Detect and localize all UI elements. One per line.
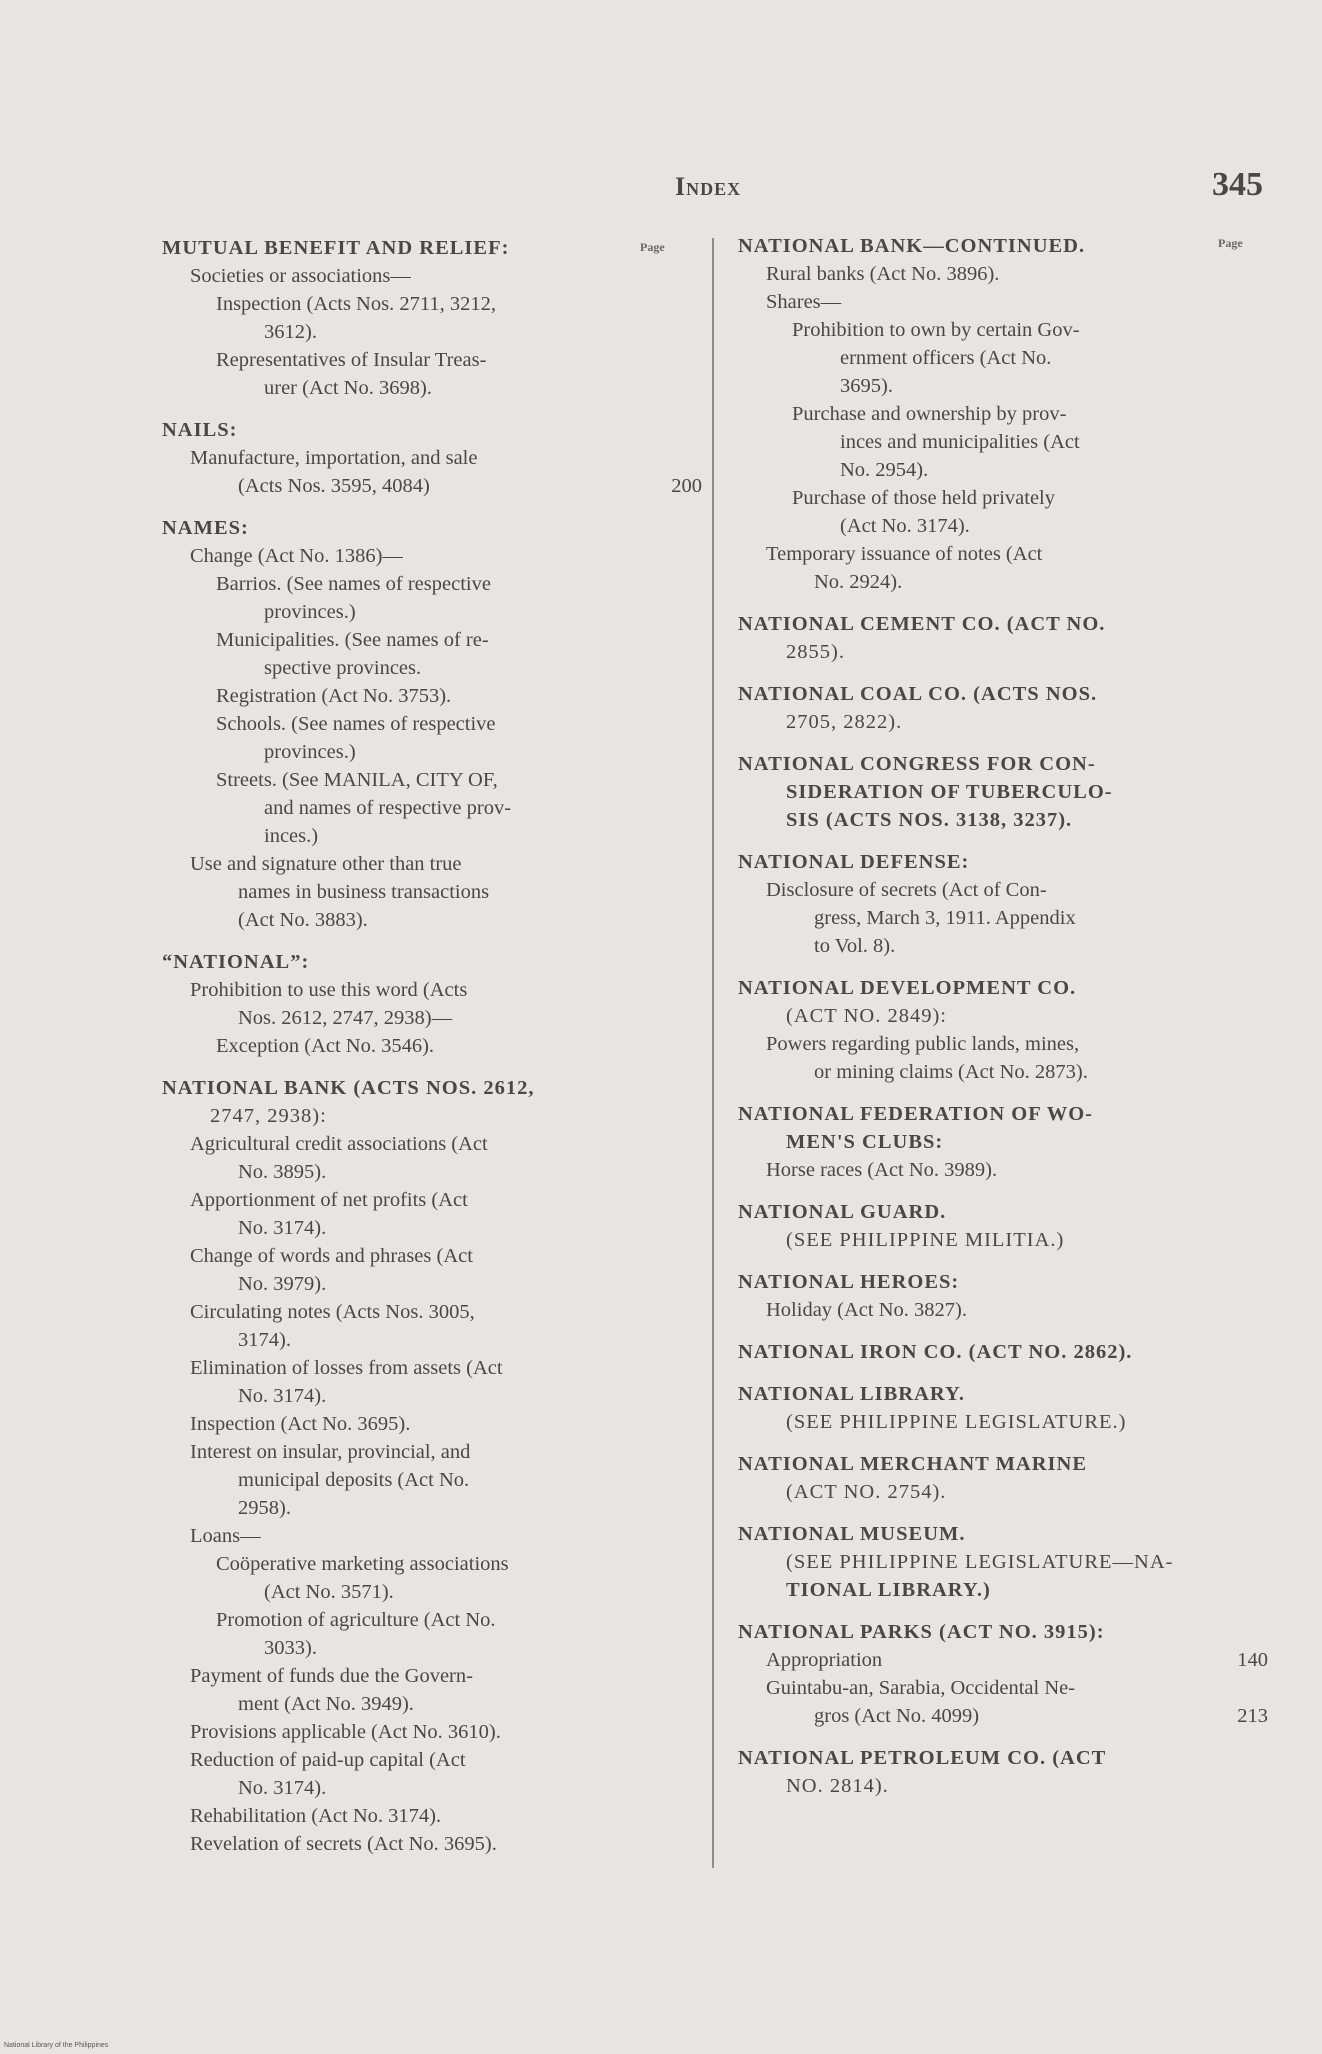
- index-entry-text: Schools. (See names of respective: [216, 713, 496, 735]
- index-entry-text: Promotion of agriculture (Act No.: [216, 1609, 496, 1631]
- index-heading: [738, 680, 1268, 736]
- index-heading: [738, 1100, 1268, 1156]
- index-entry-text: Change of words and phrases (Act: [190, 1245, 473, 1267]
- page-number: 345: [1212, 166, 1263, 203]
- index-subentry: [738, 1674, 1268, 1730]
- index-subentry: [162, 1130, 702, 1186]
- index-subentry: [162, 1522, 702, 1550]
- index-entry-text: No. 2924).: [814, 571, 903, 593]
- index-entry-text: Disclosure of secrets (Act of Con-: [766, 879, 1047, 901]
- index-heading: [162, 1074, 702, 1130]
- index-heading-continuation: SIS (ACTS NOS. 3138, 3237).: [786, 809, 1073, 831]
- index-entry-text: or mining claims (Act No. 2873).: [814, 1061, 1088, 1083]
- index-heading-continuation: MEN'S CLUBS:: [786, 1131, 944, 1153]
- index-entry-text: No. 3174).: [238, 1217, 327, 1239]
- index-column-left: [162, 234, 702, 1858]
- index-entry-text: inces and municipalities (Act: [840, 431, 1080, 453]
- index-heading-text: NATIONAL BANK (ACTS NOS. 2612,: [162, 1077, 535, 1099]
- index-entry-text: municipal deposits (Act No.: [238, 1469, 470, 1491]
- index-heading-continuation: (SEE PHILIPPINE LEGISLATURE.): [786, 1411, 1127, 1433]
- index-subsubentry: [738, 316, 1268, 400]
- index-subentry: [162, 1662, 702, 1718]
- index-entry-text: (Act No. 3883).: [238, 909, 368, 931]
- index-subentry: [738, 1646, 1268, 1674]
- index-subsubentry: [738, 400, 1268, 484]
- index-page-reference: 200: [671, 475, 702, 497]
- index-heading-text: “NATIONAL”:: [162, 951, 310, 973]
- index-entry-text: urer (Act No. 3698).: [264, 377, 432, 399]
- page-column-label-left: Page: [640, 240, 665, 254]
- index-heading-text: NATIONAL DEFENSE:: [738, 851, 970, 873]
- page-column-label-right: Page: [1218, 236, 1243, 250]
- index-entry-text: to Vol. 8).: [814, 935, 896, 957]
- index-entry-text: ment (Act No. 3949).: [238, 1693, 414, 1715]
- index-subsubentry: [162, 290, 702, 346]
- index-heading-continuation: (SEE PHILIPPINE LEGISLATURE—NA-: [786, 1551, 1174, 1573]
- running-title: Index: [675, 172, 742, 201]
- index-entry-text: Nos. 2612, 2747, 2938)—: [238, 1007, 453, 1029]
- index-entry-text: Inspection (Acts Nos. 2711, 3212,: [216, 293, 496, 315]
- index-subentry: [738, 876, 1268, 960]
- index-entry-text: Purchase of those held privately: [792, 487, 1056, 509]
- index-subsubentry: [162, 1032, 702, 1060]
- index-heading: [738, 974, 1268, 1030]
- index-heading: [162, 948, 702, 976]
- index-heading-continuation: NO. 2814).: [786, 1775, 889, 1797]
- index-entry-text: Circulating notes (Acts Nos. 3005,: [190, 1301, 475, 1323]
- index-subentry: [162, 1410, 702, 1438]
- index-entry-text: 3695).: [840, 375, 893, 397]
- index-entry-text: Societies or associations—: [190, 265, 411, 287]
- index-heading-text: NATIONAL GUARD.: [738, 1201, 947, 1223]
- index-entry-text: Manufacture, importation, and sale: [190, 447, 478, 469]
- index-heading-text: NATIONAL PARKS (ACT NO. 3915):: [738, 1621, 1105, 1643]
- index-heading-text: MUTUAL BENEFIT AND RELIEF:: [162, 237, 510, 259]
- index-entry-text: Prohibition to use this word (Acts: [190, 979, 468, 1001]
- index-entry-text: (Act No. 3571).: [264, 1581, 394, 1603]
- index-subentry: [738, 1030, 1268, 1086]
- index-entry-text: Coöperative marketing associations: [216, 1553, 509, 1575]
- index-entry-text: Change (Act No. 1386)—: [190, 545, 403, 567]
- index-entry-text: No. 3895).: [238, 1161, 327, 1183]
- index-entry-text: provinces.): [264, 601, 356, 623]
- index-heading-continuation: 2747, 2938):: [210, 1105, 327, 1127]
- index-entry-text: Purchase and ownership by prov-: [792, 403, 1067, 425]
- index-heading-continuation: TIONAL LIBRARY.): [786, 1579, 991, 1601]
- index-entry-text: 3174).: [238, 1329, 291, 1351]
- index-page-reference: 213: [1237, 1705, 1268, 1727]
- index-entry-text: Powers regarding public lands, mines,: [766, 1033, 1080, 1055]
- index-subentry: [162, 1802, 702, 1830]
- index-entry-text: 3612).: [264, 321, 317, 343]
- index-heading-text: NATIONAL COAL CO. (ACTS NOS.: [738, 683, 1098, 705]
- index-heading-continuation: 2855).: [786, 641, 845, 663]
- index-heading-text: NAMES:: [162, 517, 249, 539]
- index-entry-text: gress, March 3, 1911. Appendix: [814, 907, 1076, 929]
- index-subentry: [162, 1718, 702, 1746]
- index-entry-text: Rural banks (Act No. 3896).: [766, 263, 1000, 285]
- index-entry-text: Loans—: [190, 1525, 261, 1547]
- index-entry-text: No. 3174).: [238, 1777, 327, 1799]
- index-heading-continuation: 2705, 2822).: [786, 711, 903, 733]
- index-entry-text: Registration (Act No. 3753).: [216, 685, 452, 707]
- index-entry-text: No. 2954).: [840, 459, 929, 481]
- index-subsubentry: [162, 1550, 702, 1606]
- index-subentry: [738, 288, 1268, 316]
- index-subsubentry: [162, 1606, 702, 1662]
- index-subsubentry: [162, 710, 702, 766]
- index-entry-text: Prohibition to own by certain Gov-: [792, 319, 1080, 341]
- index-entry-text: (Act No. 3174).: [840, 515, 970, 537]
- index-heading-text: NATIONAL BANK—CONTINUED.: [738, 235, 1086, 257]
- index-entry-text: spective provinces.: [264, 657, 422, 679]
- index-entry-text: Rehabilitation (Act No. 3174).: [190, 1805, 442, 1827]
- index-entry-text: No. 3174).: [238, 1385, 327, 1407]
- index-heading: [738, 610, 1268, 666]
- index-heading: [738, 1198, 1268, 1254]
- index-heading-continuation: SIDERATION OF TUBERCULO-: [786, 781, 1113, 803]
- index-heading: [738, 750, 1268, 834]
- index-heading-text: NATIONAL CEMENT CO. (ACT NO.: [738, 613, 1106, 635]
- index-subsubentry: [738, 484, 1268, 540]
- index-subsubentry: [162, 626, 702, 682]
- index-subentry: [738, 540, 1268, 596]
- index-heading-text: NATIONAL MUSEUM.: [738, 1523, 966, 1545]
- index-entry-text: Municipalities. (See names of re-: [216, 629, 489, 651]
- index-entry-text: Revelation of secrets (Act No. 3695).: [190, 1833, 497, 1855]
- index-heading: [738, 1380, 1268, 1436]
- index-entry-text: Provisions applicable (Act No. 3610).: [190, 1721, 501, 1743]
- index-subentry: [162, 262, 702, 290]
- index-subentry: [162, 1298, 702, 1354]
- index-entry-text: 3033).: [264, 1637, 317, 1659]
- index-heading: [738, 1618, 1268, 1646]
- index-subentry: [738, 1296, 1268, 1324]
- index-entry-text: Barrios. (See names of respective: [216, 573, 491, 595]
- footer-note: National Library of the Philippines: [4, 2042, 109, 2049]
- index-entry-text: Holiday (Act No. 3827).: [766, 1299, 967, 1321]
- index-entry-text: Streets. (See MANILA, CITY OF,: [216, 769, 498, 791]
- column-divider: [712, 238, 714, 1868]
- index-heading: [162, 514, 702, 542]
- index-entry-text: Agricultural credit associations (Act: [190, 1133, 488, 1155]
- index-entry-text: gros (Act No. 4099): [814, 1705, 980, 1727]
- index-entry-text: Guintabu-an, Sarabia, Occidental Ne-: [766, 1677, 1076, 1699]
- index-heading: [162, 416, 702, 444]
- index-entry-text: ernment officers (Act No.: [840, 347, 1052, 369]
- index-heading-text: NATIONAL CONGRESS FOR CON-: [738, 753, 1096, 775]
- index-subentry: [162, 444, 702, 500]
- index-subentry: [162, 1830, 702, 1858]
- index-entry-text: Reduction of paid-up capital (Act: [190, 1749, 466, 1771]
- index-subentry: [162, 1438, 702, 1522]
- index-heading-text: NATIONAL IRON CO. (ACT NO. 2862).: [738, 1341, 1133, 1363]
- index-subentry: [162, 1746, 702, 1802]
- index-entry-text: Shares—: [766, 291, 842, 313]
- index-heading-text: NATIONAL MERCHANT MARINE: [738, 1453, 1087, 1475]
- index-subsubentry: [162, 346, 702, 402]
- index-subentry: [162, 976, 702, 1032]
- index-heading-text: NATIONAL FEDERATION OF WO-: [738, 1103, 1093, 1125]
- index-entry-text: Appropriation: [766, 1649, 883, 1671]
- index-entry-text: inces.): [264, 825, 319, 847]
- index-entry-text: provinces.): [264, 741, 356, 763]
- index-entry-text: Inspection (Act No. 3695).: [190, 1413, 411, 1435]
- index-entry-text: names in business transactions: [238, 881, 490, 903]
- index-heading-text: NATIONAL HEROES:: [738, 1271, 960, 1293]
- index-entry-text: Use and signature other than true: [190, 853, 462, 875]
- index-entry-text: Temporary issuance of notes (Act: [766, 543, 1043, 565]
- index-subentry: [162, 850, 702, 934]
- index-subentry: [162, 1242, 702, 1298]
- index-entry-text: Apportionment of net profits (Act: [190, 1189, 468, 1211]
- index-heading-text: NAILS:: [162, 419, 238, 441]
- index-entry-text: Elimination of losses from assets (Act: [190, 1357, 503, 1379]
- index-heading: [738, 1338, 1268, 1366]
- index-subentry: [738, 1156, 1268, 1184]
- index-subsubentry: [162, 570, 702, 626]
- index-entry-text: Exception (Act No. 3546).: [216, 1035, 435, 1057]
- index-entry-text: Horse races (Act No. 3989).: [766, 1159, 998, 1181]
- index-subsubentry: [162, 766, 702, 850]
- index-subentry: [162, 542, 702, 570]
- index-entry-text: Representatives of Insular Treas-: [216, 349, 487, 371]
- index-subentry: [738, 260, 1268, 288]
- index-heading-text: NATIONAL LIBRARY.: [738, 1383, 966, 1405]
- index-heading-continuation: (ACT NO. 2754).: [786, 1481, 947, 1503]
- index-entry-text: Interest on insular, provincial, and: [190, 1441, 471, 1463]
- index-heading-continuation: (ACT NO. 2849):: [786, 1005, 947, 1027]
- index-heading: [738, 1450, 1268, 1506]
- index-heading-continuation: (SEE PHILIPPINE MILITIA.): [786, 1229, 1065, 1251]
- index-heading-text: NATIONAL PETROLEUM CO. (ACT: [738, 1747, 1107, 1769]
- index-subsubentry: [162, 682, 702, 710]
- index-heading: [738, 1268, 1268, 1296]
- index-subentry: [162, 1186, 702, 1242]
- index-entry-text: 2958).: [238, 1497, 291, 1519]
- index-entry-text: and names of respective prov-: [264, 797, 512, 819]
- index-entry-text: Payment of funds due the Govern-: [190, 1665, 473, 1687]
- index-entry-text: (Acts Nos. 3595, 4084): [238, 475, 430, 497]
- index-column-right: [738, 232, 1268, 1800]
- index-heading: [738, 1744, 1268, 1800]
- index-entry-text: No. 3979).: [238, 1273, 327, 1295]
- index-heading: [162, 234, 702, 262]
- index-heading: [738, 848, 1268, 876]
- index-heading-text: NATIONAL DEVELOPMENT CO.: [738, 977, 1077, 999]
- index-page-reference: 140: [1237, 1649, 1268, 1671]
- index-heading: [738, 1520, 1268, 1604]
- index-subentry: [162, 1354, 702, 1410]
- index-heading: [738, 232, 1268, 260]
